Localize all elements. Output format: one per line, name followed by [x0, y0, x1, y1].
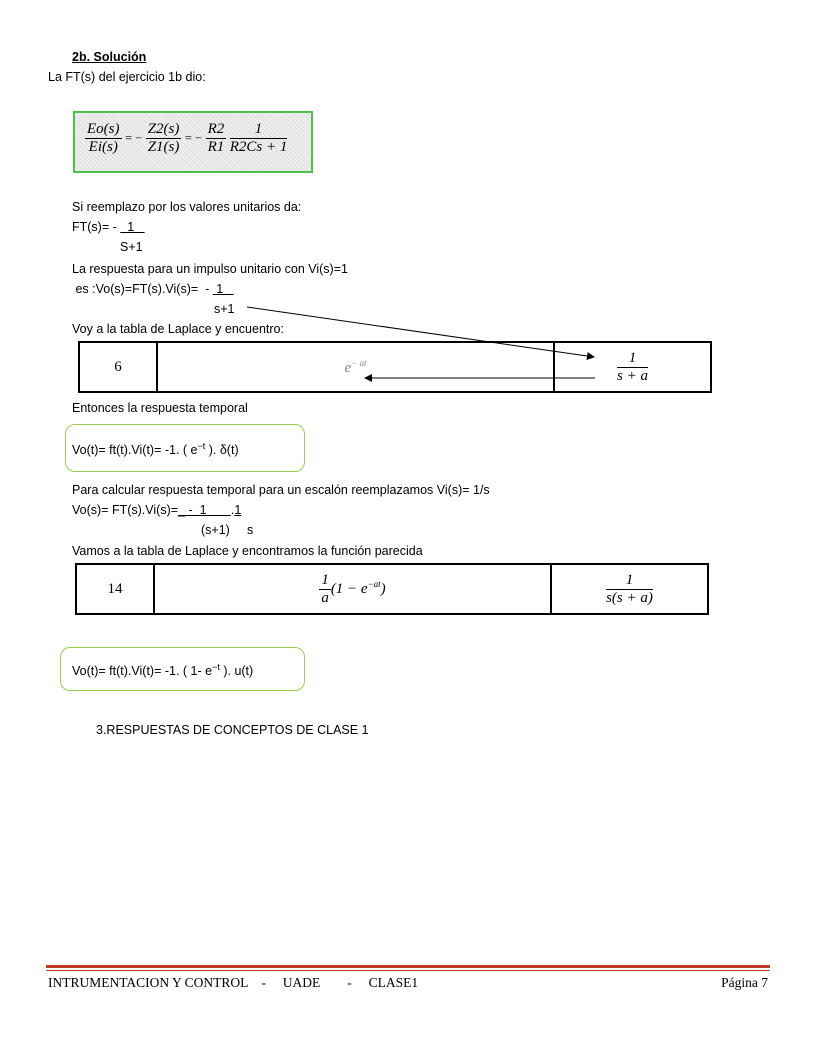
eq-lhs-num: Eo(s): [87, 121, 120, 137]
step-response: Vo(t)= ft(t).Vi(t)= -1. ( 1- e: [72, 664, 213, 679]
eq-r-num: R2: [207, 121, 225, 137]
step-denominator-s: s: [247, 523, 254, 537]
eq-mid-den: Z1(s): [147, 139, 180, 155]
text-line: Si reemplazo por los valores unitarios da:: [72, 200, 302, 214]
laplace-table-row-14: [75, 563, 709, 615]
eq-last-den: R2Cs + 1: [229, 139, 288, 155]
row-number: 6: [79, 342, 157, 392]
section-3-heading: 3.RESPUESTAS DE CONCEPTOS DE CLASE 1: [96, 723, 369, 737]
step-numerator: _ - 1: [178, 503, 231, 517]
text-line: Vamos a la tabla de Laplace y encontramos la función parecida: [72, 544, 423, 558]
footer-rule: [46, 965, 770, 968]
footer-left: INTRUMENTACION Y CONTROL - UADE - CLASE1: [48, 975, 419, 990]
text-line: La respuesta para un impulso unitario con Vi(s)=1: [72, 262, 348, 276]
vo-label: es :Vo(s)=FT(s).Vi(s)= -: [72, 282, 213, 296]
time-function: $e^{- at}$: [157, 342, 554, 392]
impulse-response: Vo(t)= ft(t).Vi(t)= -1. ( e: [72, 443, 198, 458]
step-denominator: (s+1): [201, 523, 230, 537]
arrow-to-laplace: [247, 307, 594, 357]
text-line: Para calcular respuesta temporal para un escalón reemplazamos Vi(s)= 1/s: [72, 483, 490, 497]
text-line: Voy a la tabla de Laplace y encuentro:: [72, 322, 284, 336]
vo-numerator: 1: [212, 282, 234, 296]
laplace-function: $\frac{1}{s(s + a)}$: [606, 571, 653, 606]
impulse-response-box: Vo(t)= ft(t).Vi(t)= -1. ( $e^{-t}$ ). δ(t): [65, 424, 305, 472]
row-number: 14: [76, 564, 154, 614]
ft-denominator: S+1: [120, 240, 143, 254]
footer-rule-thin: [46, 970, 770, 971]
page-number: Página 7: [721, 975, 768, 990]
laplace-function: $\frac{1}{s + a}$: [617, 349, 648, 384]
eq-mid-num: Z2(s): [147, 121, 180, 137]
arrows: [0, 0, 816, 420]
ft-label: FT(s)= -: [72, 220, 121, 234]
eq-last-num: 1: [230, 121, 288, 139]
eq-sign: = −: [124, 130, 143, 145]
intro-text: La FT(s) del ejercicio 1b dio:: [48, 70, 206, 84]
eq-r-den: R1: [207, 139, 225, 155]
time-function: $\frac{1}{a}$ $(1 - e^{-at})$: [154, 564, 551, 614]
step-response-box: Vo(t)= ft(t).Vi(t)= -1. ( 1- $e^{-t}$ ). u(t): [60, 647, 305, 691]
text-line: Entonces la respuesta temporal: [72, 401, 248, 415]
eq-lhs-den: Ei(s): [88, 139, 118, 155]
text-line: Vo(s)= FT(s).Vi(s)=_ - 1 .1: [72, 503, 242, 517]
section-heading: 2b. Solución: [72, 50, 147, 64]
eq-sign: = −: [184, 130, 203, 145]
ft-numerator: 1: [120, 220, 145, 234]
vo-denominator: s+1: [214, 302, 235, 316]
